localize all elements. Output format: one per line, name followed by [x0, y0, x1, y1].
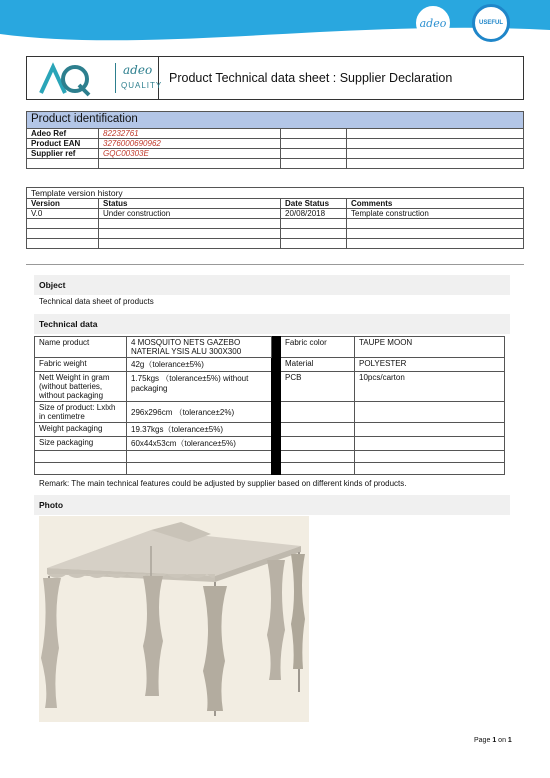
table-row — [35, 451, 505, 463]
table-row — [27, 239, 524, 249]
object-text: Technical data sheet of products — [39, 297, 154, 306]
supplier-ref-value: GQC00303E — [99, 149, 281, 159]
page-total: 1 — [507, 737, 512, 744]
document-header — [26, 56, 524, 100]
product-photo — [39, 516, 309, 722]
template-history-heading: Template version history — [27, 188, 524, 199]
table-row — [35, 358, 505, 372]
table-row — [35, 423, 505, 437]
date-status-cell: 20/08/2018 — [281, 209, 347, 219]
table-row — [27, 229, 524, 239]
tech-label: Fabric color — [281, 337, 355, 358]
tech-label: Name product — [35, 337, 127, 358]
col-status: Status — [99, 199, 281, 209]
object-heading: Object — [34, 275, 510, 295]
black-divider — [272, 337, 281, 475]
tech-label: PCB — [281, 372, 355, 402]
adeo-ref-value: 82232761 — [99, 129, 281, 139]
logo-separator — [115, 63, 116, 93]
table-row — [27, 209, 524, 219]
table-row — [27, 219, 524, 229]
template-version-table — [26, 187, 524, 249]
section-divider — [26, 264, 524, 265]
version-cell: V.0 — [27, 209, 99, 219]
col-comments: Comments — [347, 199, 524, 209]
remark-text: Remark: The main technical features could be adjusted by supplier based on different kinds of products. — [39, 479, 407, 488]
technical-data-table — [34, 336, 505, 475]
table-row — [35, 402, 505, 423]
tech-value: 60x44x53cm（tolerance±5%) — [127, 437, 272, 451]
product-identification-table — [26, 111, 524, 169]
table-row — [27, 129, 524, 139]
useful-round-logo — [472, 4, 510, 42]
brand-sub: QUALITY — [121, 81, 163, 90]
table-row — [35, 337, 505, 358]
tech-value: 19.37kgs（tolerance±5%) — [127, 423, 272, 437]
tech-value: 42g（tolerance±5%) — [127, 358, 272, 372]
page-current: 1 — [492, 737, 497, 744]
col-version: Version — [27, 199, 99, 209]
col-date-status: Date Status — [281, 199, 347, 209]
document-title: Product Technical data sheet : Supplier Declaration — [169, 71, 453, 85]
table-row — [27, 159, 524, 169]
tech-value: POLYESTER — [355, 358, 505, 372]
brand-word: adeo — [123, 63, 153, 77]
tech-value: 10pcs/carton — [355, 372, 505, 402]
table-row — [35, 437, 505, 451]
table-row — [35, 463, 505, 475]
tech-label: Material — [281, 358, 355, 372]
tech-label: Size packaging — [35, 437, 127, 451]
table-row — [35, 372, 505, 402]
table-header-row — [27, 199, 524, 209]
status-cell: Under construction — [99, 209, 281, 219]
aq-logo-icon — [37, 61, 91, 97]
adeo-ref-label: Adeo Ref — [27, 129, 99, 139]
table-row — [27, 139, 524, 149]
page-of-word: on — [498, 737, 506, 744]
tech-label: Weight packaging — [35, 423, 127, 437]
photo-heading: Photo — [34, 495, 510, 515]
tech-value: 296x296cm （tolerance±2%) — [127, 402, 272, 423]
table-row — [27, 149, 524, 159]
tech-value: 4 MOSQUITO NETS GAZEBO NATERIAL YSIS ALU 300X300 — [127, 337, 272, 358]
top-banner — [0, 0, 550, 46]
adeo-quality-logo — [27, 57, 163, 99]
banner-wave — [0, 24, 550, 48]
page-number — [474, 737, 512, 744]
technical-data-heading: Technical data — [34, 314, 510, 334]
adeo-round-logo — [416, 6, 450, 40]
tech-label: Fabric weight — [35, 358, 127, 372]
gazebo-image — [39, 516, 309, 722]
tech-value: 1.75kgs （tolerance±5%) without packaging — [127, 372, 272, 402]
product-ean-value: 3276000690962 — [99, 139, 281, 149]
product-identification-heading: Product identification — [27, 112, 524, 129]
adeo-logo-text: adeo — [419, 16, 447, 30]
tech-value: TAUPE MOON — [355, 337, 505, 358]
comments-cell: Template construction — [347, 209, 524, 219]
product-ean-label: Product EAN — [27, 139, 99, 149]
useful-logo-text: USEFUL — [479, 20, 503, 26]
tech-label: Nett Weight in gram (without batteries, without packaging — [35, 372, 127, 402]
supplier-ref-label: Supplier ref — [27, 149, 99, 159]
tech-label: Size of product: Lxlxh in centimetre — [35, 402, 127, 423]
page-word: Page — [474, 737, 491, 744]
